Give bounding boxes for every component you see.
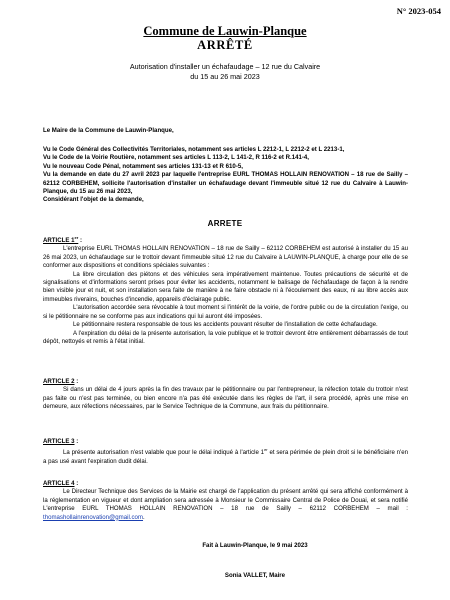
subject-line-1: Autorisation d'installer un échafaudage – 12 rue du Calvaire [129,62,321,71]
subject [0,62,450,82]
article-1-label: ARTICLE 1er [43,235,79,245]
article-3-paragraph: La présente autorisation n'est valable que pour le délai indiqué à l'article 1er et sera périmée de plein droit si le bénéficiaire n'en a pas usé avant l'expiration dudit délai. [43,447,408,465]
article-1: ARTICLE 1er : L'entreprise EURL THOMAS HOLLAIN RENOVATION – 18 rue de Sailly – 62112 CORBEHEM est autorisé à installer du 15 au 26 mai 2023, un échafaudage sur le trottoir devant l'immeuble situé 12 rue du Calvaire à LAUWIN-PLANQUE, à charge pour elle de se conformer aux dispositions et conditions spéciales suivantes : La libre circulation des piétons et des véhicules sera impérativement maintenue. Toutes précautions de sécurité et de signalisations et d'informations seront prises pour éviter les accidents, notamment le balisage de l'échafaudage de façon à la rendre bien visible jour et nuit, et son installation sera faite de manière à ne faire obstacle ni à l'écoulement des eaux, ni au libre accès aux immeubles riverains, bouches d'incendie, appareils d'éclairage public. L'autorisation accordée sera révocable à tout moment si l'intérêt de la voirie, de l'ordre public ou de la circulation l'exige, ou si le pétitionnaire ne se conforme pas aux indications qui lui auront été imposées. Le pétitionnaire restera responsable de tous les accidents pouvant résulter de l'installation de cette échafaudage. A l'expiration du délai de la présente autorisation, la voie publique et le trottoir devront être entièrement débarrassés de tout dépôt, nettoyés et remis à l'état initial. [43,235,408,345]
article-1-paragraph-3: L'autorisation accordée sera révocable à tout moment si l'intérêt de la voirie, de l'ordre public ou de la circulation l'exige, ou si le pétitionnaire ne se conforme pas aux indications qui lui auront été imposées. [43,304,408,320]
email-link[interactable]: thomashollainrenovation@gmail.com [43,513,144,521]
article-3-label: ARTICLE 3 [43,438,75,445]
article-4-label: ARTICLE 4 [43,480,75,487]
article-2: ARTICLE 2 : Si dans un délai de 4 jours après la fin des travaux par le pétitionnaire ou par l'entrepreneur, la réfection totale du trottoir n'est pas faite ou n'est pas terminée, ou bien encore n'a pas été exécutée dans les règles de l'art, il sera procédé, après une mise en demeure, aux réfections nécessaires, par le Service Technique de la Commune, aux frais du pétitionnaire. [43,378,408,411]
considerant: Considérant l'objet de la demande, [43,196,144,204]
preamble-mayor: Le Maire de la Commune de Lauwin-Planque, [43,127,174,134]
reference-number: N° 2023-054 [396,6,441,16]
article-1-paragraph-4: Le pétitionnaire restera responsable de tous les accidents pouvant résulter de l'installation de cette échafaudage. [73,321,378,329]
article-1-paragraph-2: La libre circulation des piétons et des véhicules sera impérativement maintenue. Toutes précautions de sécurité et de signalisations et d'informations seront prises pour éviter les accidents, notamment le balisage de l'échafaudage de façon à la rendre bien visible jour et nuit, et son installation sera faite de manière à ne faire obstacle ni à l'écoulement des eaux, ni au libre accès aux immeubles riverains, bouches d'incendie, appareils d'éclairage public. [43,270,408,303]
visa-demande: Vu la demande en date du 27 avril 2023 par laquelle l'entreprise EURL THOMAS HOLLAIN RENOVATION – 18 rue de Sailly – 62112 CORBEHEM, sollicite l'autorisation d'installer un échafaudage devant l'immeuble situé 12 rue du Calvaire à Lauwin-Planque, du 15 au 26 mai 2023, [43,171,408,196]
article-2-label: ARTICLE 2 [43,378,75,385]
visa-code-penal: Vu le nouveau Code Pénal, notamment ses articles 131-13 et R 610-5, [43,162,243,170]
article-4: ARTICLE 4 : Le Directeur Technique des Services de la Mairie est chargé de l'application du présent arrêté qui sera affiché conformément à la réglementation en vigueur et dont ampliation sera adressée à Monsieur le Commissaire Central de Police de Douai, et sera notifié L'entreprise EURL THOMAS HOLLAIN RENOVATION – 18 rue de Sailly – 62112 CORBEHEM – mail : thomashollainrenovation@gmail.com. [43,480,408,521]
visa-cgct: Vu le Code Général des Collectivités Territoriales, notamment ses articles L 2212-1, L 2212-2 et L 2213-1, [43,146,345,153]
article-1-paragraph-1: L'entreprise EURL THOMAS HOLLAIN RENOVATION – 18 rue de Sailly – 62112 CORBEHEM est autorisé à installer du 15 au 26 mai 2023, un échafaudage sur le trottoir devant l'immeuble situé 12 rue du Calvaire à LAUWIN-PLANQUE, à charge pour elle de se conformer aux dispositions et conditions spéciales suivantes : [43,245,408,270]
preamble-visas [43,146,408,205]
visa-voirie: Vu le Code de la Voirie Routière, notamment ses articles L 113-2, L 141-2, R 116-2 et R.141-4, [43,154,309,162]
document-title: ARRÊTÉ [197,38,253,52]
article-4-paragraph: Le Directeur Technique des Services de la Mairie est chargé de l'application du présent arrêté qui sera affiché conformément à la réglementation en vigueur et dont ampliation sera adressée à Monsieur le Commissaire Central de Police de Douai, et sera notifié L'entreprise EURL THOMAS HOLLAIN RENOVATION – 18 rue de Sailly – 62112 CORBEHEM – mail : thomashollainrenovation@gmail.com. [43,488,408,521]
commune-name: Commune de Lauwin-Planque [143,24,307,38]
article-3: ARTICLE 3 : La présente autorisation n'est valable que pour le délai indiqué à l'article 1er et sera périmée de plein droit si le bénéficiaire n'en a pas usé avant l'expiration dudit délai. [43,438,408,465]
article-1-paragraph-5: A l'expiration du délai de la présente autorisation, la voie publique et le trottoir devront être entièrement débarrassés de tout dépôt, nettoyés et remis à l'état initial. [43,329,408,345]
arrete-heading: ARRETE [207,219,243,228]
subject-line-2: du 15 au 26 mai 2023 [190,72,260,81]
signatory: Sonia VALLET, Maire [224,572,286,579]
article-2-paragraph: Si dans un délai de 4 jours après la fin des travaux par le pétitionnaire ou par l'entrepreneur, la réfection totale du trottoir n'est pas faite ou n'est pas terminée, ou bien encore n'a pas été exécutée dans les règles de l'art, il sera procédé, après une mise en demeure, aux réfections nécessaires, par le Service Technique de la Commune, aux frais du pétitionnaire. [43,386,408,411]
place-and-date: Fait à Lauwin-Planque, le 9 mai 2023 [202,542,308,549]
